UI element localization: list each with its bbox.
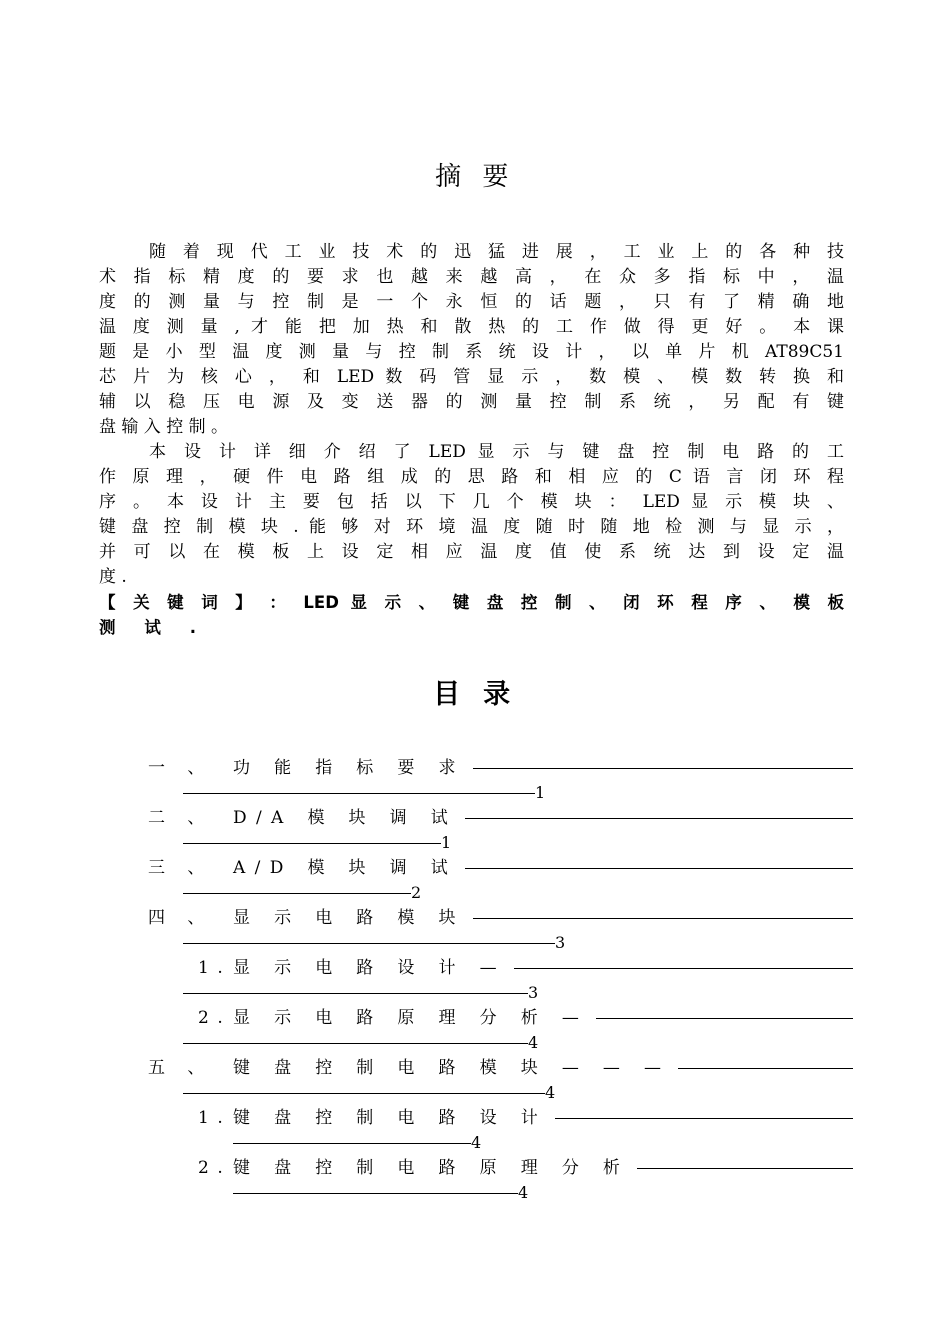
toc-leader-line bbox=[183, 993, 528, 994]
keywords-line: 【 关 键 词 】 ： LED 显 示 、 键 盘 控 制 、 闭 环 程 序 、 模 板 bbox=[99, 593, 844, 612]
toc-entry[interactable] bbox=[0, 755, 950, 805]
toc-leader-line bbox=[514, 968, 853, 969]
toc-entry[interactable] bbox=[0, 1055, 950, 1105]
toc-entry-number: 五 、 bbox=[148, 1058, 213, 1078]
toc-leader-line bbox=[183, 1043, 528, 1044]
toc-entry-page: 2 bbox=[411, 883, 422, 902]
toc-entry-page: 4 bbox=[518, 1183, 529, 1202]
toc-leader-line bbox=[233, 1143, 471, 1144]
toc-entry-label: D/A 模 块 调 试 bbox=[233, 808, 458, 828]
abstract-line: 题 是 小 型 温 度 测 量 与 控 制 系 统 设 计 ， 以 单 片 机 AT89C51 bbox=[99, 342, 844, 362]
abstract-line: 盘 输 入 控 制 。 bbox=[99, 417, 229, 437]
toc-entry-number: 2. bbox=[198, 1158, 232, 1178]
toc-entry-label: 键 盘 控 制 电 路 设 计 bbox=[233, 1108, 548, 1128]
toc-entry-number: 1. bbox=[198, 958, 232, 978]
toc-entry-number: 一 、 bbox=[148, 758, 213, 778]
toc-leader-line bbox=[596, 1018, 853, 1019]
abstract-line: 键 盘 控 制 模 块 . 能 够 对 环 境 温 度 随 时 随 地 检 测 与 显 示 ， bbox=[99, 517, 844, 537]
abstract-line: 术 指 标 精 度 的 要 求 也 越 来 越 高 ， 在 众 多 指 标 中 ， 温 bbox=[99, 267, 844, 287]
toc-entry-label: 显 示 电 路 模 块 bbox=[233, 908, 465, 928]
toc-leader-line bbox=[555, 1118, 853, 1119]
toc-entry-page: 1 bbox=[535, 783, 546, 802]
toc-leader-line bbox=[473, 918, 853, 919]
toc-leader-line bbox=[183, 1093, 545, 1094]
abstract-title: 摘 要 bbox=[435, 162, 515, 192]
abstract-line: 序 。 本 设 计 主 要 包 括 以 下 几 个 模 块 ： LED 显 示 模 块 、 bbox=[99, 492, 844, 512]
abstract-line: 作 原 理 ， 硬 件 电 路 组 成 的 思 路 和 相 应 的 C 语 言 闭 环 程 bbox=[99, 467, 844, 487]
abstract-line: 并 可 以 在 模 板 上 设 定 相 应 温 度 值 使 系 统 达 到 设 定 温 bbox=[99, 542, 844, 562]
toc-leader-line bbox=[473, 768, 853, 769]
toc-entry[interactable] bbox=[0, 1105, 950, 1155]
abstract-line: 芯 片 为 核 心 ， 和 LED 数 码 管 显 示 ， 数 模 、 模 数 转 换 和 bbox=[99, 367, 844, 387]
abstract-line: 辅 以 稳 压 电 源 及 变 送 器 的 测 量 控 制 系 统 ， 另 配 有 键 bbox=[99, 392, 844, 412]
abstract-line: 随 着 现 代 工 业 技 术 的 迅 猛 进 展 ， 工 业 上 的 各 种 技 bbox=[149, 242, 844, 262]
toc-entry-page: 4 bbox=[528, 1033, 539, 1052]
toc-leader-line bbox=[637, 1168, 853, 1169]
toc-entry-label: 功 能 指 标 要 求 bbox=[233, 758, 465, 778]
toc-leader-line bbox=[465, 868, 853, 869]
toc-entry-page: 4 bbox=[471, 1133, 482, 1152]
toc-entry-label: 显 示 电 路 原 理 分 析 — bbox=[233, 1008, 589, 1028]
toc-entry[interactable] bbox=[0, 855, 950, 905]
toc-leader-line bbox=[678, 1068, 853, 1069]
toc-entry[interactable] bbox=[0, 805, 950, 855]
toc-entry-page: 4 bbox=[545, 1083, 556, 1102]
toc-entry-number: 1. bbox=[198, 1108, 232, 1128]
toc-entry-number: 2. bbox=[198, 1008, 232, 1028]
keywords-line: 测 试 . bbox=[99, 618, 208, 637]
toc-leader-line bbox=[183, 943, 555, 944]
toc-entry-number: 四 、 bbox=[148, 908, 213, 928]
toc-entry[interactable] bbox=[0, 1005, 950, 1055]
abstract-line: 温 度 测 量 , 才 能 把 加 热 和 散 热 的 工 作 做 得 更 好 。 本 课 bbox=[99, 317, 844, 337]
toc-entry[interactable] bbox=[0, 955, 950, 1005]
toc-leader-line bbox=[183, 843, 441, 844]
toc-leader-line bbox=[183, 893, 411, 894]
toc-entry-label: 键 盘 控 制 电 路 原 理 分 析 bbox=[233, 1158, 630, 1178]
abstract-line: 度 的 测 量 与 控 制 是 一 个 永 恒 的 话 题 ， 只 有 了 精 确 地 bbox=[99, 292, 844, 312]
abstract-line: 度 . bbox=[99, 567, 127, 587]
toc-leader-line bbox=[465, 818, 853, 819]
toc-entry-page: 3 bbox=[555, 933, 566, 952]
toc-entry[interactable] bbox=[0, 905, 950, 955]
toc-title: 目 录 bbox=[433, 679, 517, 710]
toc-leader-line bbox=[233, 1193, 518, 1194]
toc-leader-line bbox=[183, 793, 535, 794]
toc-entry-label: 显 示 电 路 设 计 — bbox=[233, 958, 506, 978]
toc-entry[interactable] bbox=[0, 1155, 950, 1205]
toc-entry-number: 三 、 bbox=[148, 858, 213, 878]
toc-entry-label: 键 盘 控 制 电 路 模 块 — — — bbox=[233, 1058, 671, 1078]
toc-entry-page: 3 bbox=[528, 983, 539, 1002]
toc-entry-page: 1 bbox=[441, 833, 452, 852]
abstract-line: 本 设 计 详 细 介 绍 了 LED 显 示 与 键 盘 控 制 电 路 的 工 bbox=[149, 442, 844, 462]
toc-entry-label: A/D 模 块 调 试 bbox=[233, 858, 458, 878]
toc-entry-number: 二 、 bbox=[148, 808, 213, 828]
